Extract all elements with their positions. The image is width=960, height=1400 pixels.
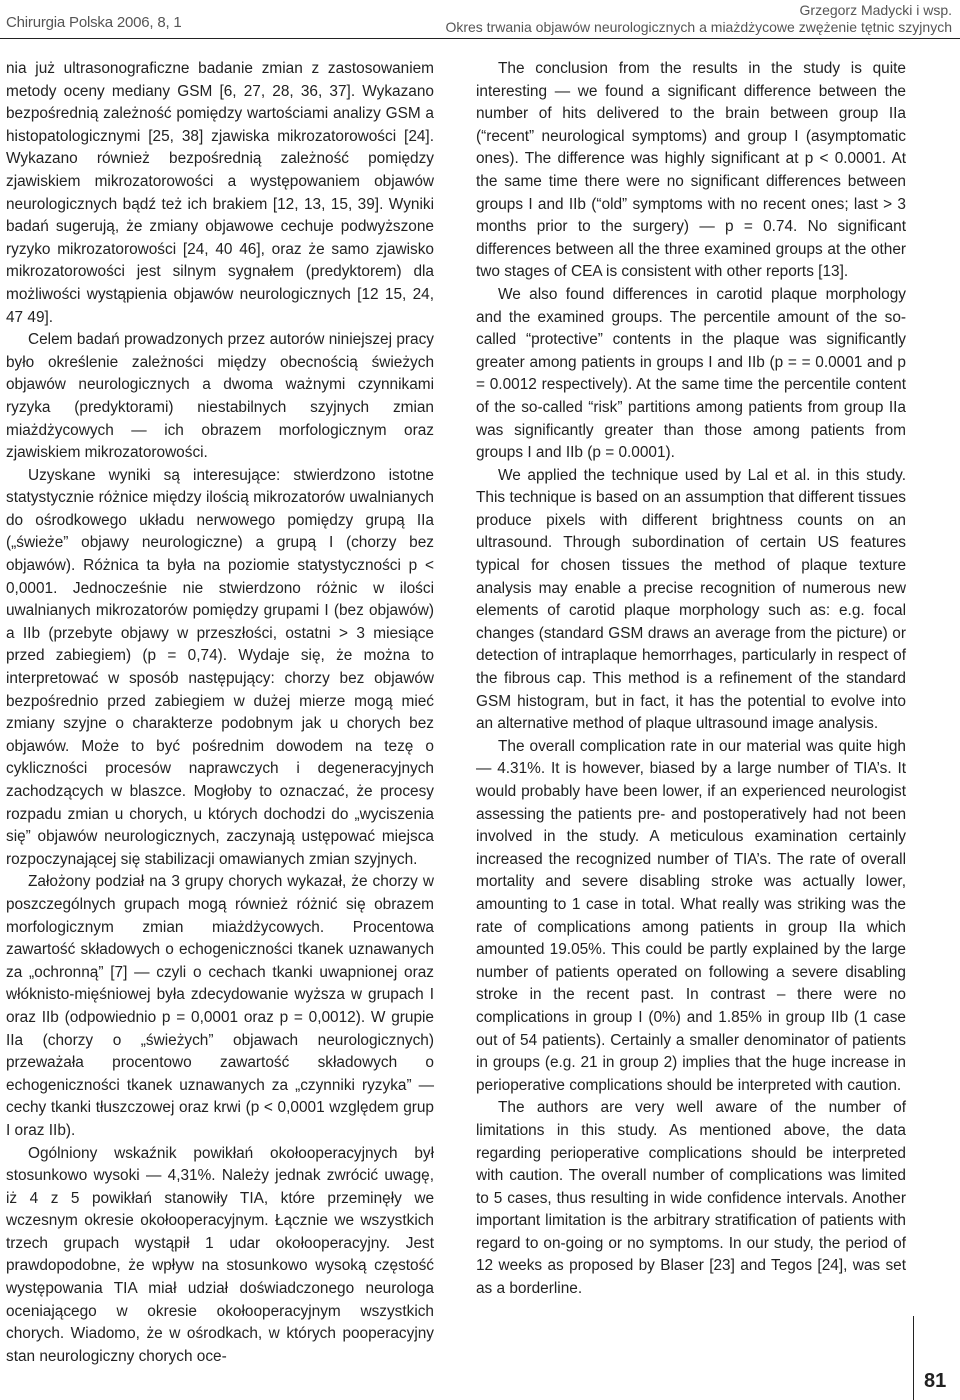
running-head — [445, 2, 952, 36]
running-head-author: Grzegorz Madycki i wsp. — [799, 2, 952, 18]
page-number: 81 — [924, 1370, 947, 1392]
paragraph: Ogólniony wskaźnik powikłań okołooperacyjnych był stosunkowo wysoki — 4,31%. Należy jednak zwrócić uwagę, iż 4 z 5 powikłań stanowiły TIA, które przeminęły we wczesnym okresie okołooperacyjnym. Łącznie we wszystkich trzech grupach wystąpił 1 udar okołooperacyjny. Jest prawdopodobne, że wpływ na stosunkowo wysoką częstość występowania TIA miał udział doświadczonego neurologa oceniającego w okresie okołooperacyjnym wszystkich chorych. Wiadomo, że w ośrodkach, w których pooperacyjny stan neurologiczny chorych oce- — [6, 1144, 434, 1365]
paragraph: The authors are very well aware of the number of limitations in this study. As mentioned above, the data regarding perioperative complications should be interpreted with caution. The overall number of complications was limited to 5 cases, thus resulting in wide confidence intervals. Another important limitation is the arbitrary stratification of patients with regard to on-going or no symptoms. In our study, the period of 12 weeks as proposed by Blaser [23] and Tegos [24], was set as a borderline. — [476, 1099, 906, 1298]
left-column-polish — [6, 58, 434, 1368]
page-header — [0, 0, 960, 42]
paragraph: Założony podział na 3 grupy chorych wykazał, że chorzy w poszczególnych grupach mogą również różnić się obrazem morfologicznym zmian miażdżycowych. Procentowa zawartość składowych o echogeniczności tkanek uznawanych za „ochronną” [7] — czyli o cechach tkanki uwapnionej oraz włóknisto-mięśniowej była zdecydowanie wyższa w grupach I oraz IIb (odpowiednio p = 0,0001 oraz p = 0,0012). W grupie IIa (chorzy o „świeżych” objawach neurologicznych) przeważała procentowo zawartość składowych o echogeniczności tkanek uznawanych za „czynniki ryzyka” — cechy tkanki tłuszczowej oraz krwi (p < 0,0001 względem grup I oraz IIb). — [6, 873, 434, 1139]
page-number-rule — [913, 1316, 914, 1400]
running-head-title: Okres trwania objawów neurologicznych a miażdżycowe zwężenie tętnic szyjnych — [445, 19, 952, 35]
paragraph: Uzyskane wyniki są interesujące: stwierdzono istotne statystycznie różnice między ilością mikrozatorów uwalnianych do ośrodkowego układu nerwowego pomiędzy grupą IIa („świeże” objawy neurologiczne) a grupą I (chorzy bez objawów). Różnica ta była na poziomie statystyczności p < 0,0001. Jednocześnie nie stwierdzono różnic w ilości uwalnianych mikrozatorów pomiędzy grupami I (bez objawów) a IIb (przebyte objawy w przeszłości, ostatni > 3 miesiące przed zabiegiem) (p = 0,74). Wydaje się, że można to interpretować w sposób następujący: chorzy bez objawów bezpośrednio przed zabiegiem w dużej mierze mogą mieć zmiany szyjne o charakterze podobnym jak u chorych bez objawów. Może to być pośrednim dowodem na tezę o cykliczności procesów naprawczych i degeneracyjnych zachodzących w blaszce. Mogłoby to oznaczać, że procesy rozpadu zmian u chorych, u których dochodzi do „wyciszenia się” objawów neurologicznych, zaczynają ustępować miejsca rozpoczynającej się stabilizacji omawianych zmian szyjnych. — [6, 466, 434, 868]
paragraph: We also found differences in carotid plaque morphology and the examined groups. The percentile amount of the so-called “protective” contents in the plaque was significantly greater among patients in groups I and IIb (p = = 0.0001 and p = 0.0012 respectively). At the same time the percentile content of the so-called “risk” partitions among patients from group IIa was significantly greater than those among patients from groups I and IIb (p = 0.0001). — [476, 285, 906, 462]
paragraph: Celem badań prowadzonych przez autorów niniejszej pracy było określenie zależności między obecnością świeżych objawów neurologicznych a dwoma ważnymi czynnikami ryzyka (predyktorami) niestabilnych szyjnych zmian miażdżycowych — ich obrazem morfologicznym oraz zjawiskiem mikrozatorowości. — [6, 331, 434, 462]
header-rule — [0, 38, 960, 39]
right-column-english — [476, 58, 906, 1301]
paragraph: We applied the technique used by Lal et al. in this study. This technique is based on an assumption that different tissues produce pixels with different brightness counts on an ultrasound. Through subordination of certain US features typical for chosen tissues the method of plaque texture analysis may enable a precise recognition of numerous new elements of carotid plaque morphology such as: e.g. focal changes (standard GSM draws an average from the picture) or detection of intraplaque hemorrhages, particularly in respect of the fibrous cap. This method is a refinement of the standard GSM histogram, but in fact, it has the potential to evolve into an alternative method of plaque ultrasound image analysis. — [476, 466, 906, 733]
journal-citation: Chirurgia Polska 2006, 8, 1 — [6, 14, 182, 31]
paragraph: The conclusion from the results in the study is quite interesting — we found a significant difference between the number of hits delivered to the brain between group IIa (“recent” neurological symptoms) and group I (asymptomatic ones). The difference was highly significant at p < 0.0001. At the same time there were no significant differences between groups I and IIb (“old” symptoms with no recent ones; last > 3 months prior to the surgery) — p = 0.74. No significant differences between all the three examined groups at the other two stages of CEA is consistent with other reports [13]. — [476, 60, 906, 281]
paragraph: nia już ultrasonograficzne badanie zmian z zastosowaniem metody oceny mediany GSM [6, 27, 28, 36, 37]. Wykazano bezpośrednią zależność pomiędzy wartościami analizy GSM a histopatologicznymi [25, 38] zjawiska mikrozatorowości [24]. Wykazano również bezpośrednią zależność pomiędzy zjawiskiem mikrozatorowości a występowaniem objawów neurologicznych bądź też ich brakiem [12, 13, 15, 39]. Wyniki badań sugerują, że zmiany objawowe cechuje podwyższone ryzyko mikrozatorowości [24, 40 46], oraz że samo zjawisko mikrozatorowości jest silnym sygnałem (predyktorem) dla możliwości wystąpienia objawów neurologicznych [12 15, 24, 47 49]. — [6, 60, 434, 326]
paragraph: The overall complication rate in our material was quite high — 4.31%. It is however, biased by a large number of TIA’s. It would probably have been lower, if an experienced neurologist assessing the patients pre- and postoperatively had not been involved in the study. A meticulous examination certainly increased the recognized number of TIA’s. The rate of overall mortality and severe disabling stroke was actually lower, amounting to 1 case in total. What really was striking was the rate of complications among patients in group IIa which amounted 19.05%. This could be partly explained by the large number of patients operated on following a severe disabling stroke in the recent past. In contrast – there were no complications in group I (0%) and 1.85% in group IIb (1 case out of 54 patients). Certainly a smaller denominator of patients in groups (e.g. 21 in group 2) implies that the huge increase in perioperative complications should be interpreted with caution. — [476, 737, 906, 1094]
